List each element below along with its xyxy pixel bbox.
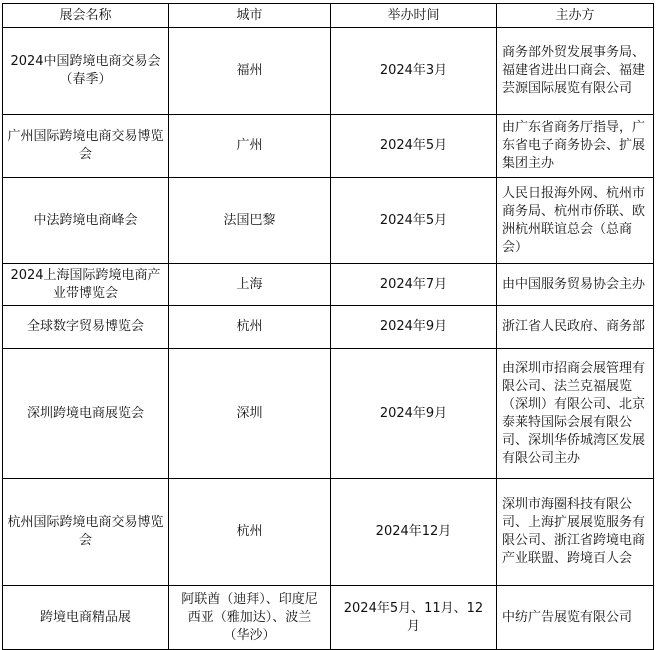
exhibition-name: 跨境电商精品展 (3, 586, 169, 650)
table-row (3, 479, 654, 586)
organizer: 中纺广告展览有限公司 (497, 586, 654, 650)
exhibition-name: 深圳跨境电商展览会 (3, 349, 169, 479)
organizer: 由广东省商务厅指导，广东省电子商务协会、扩展集团主办 (497, 115, 654, 178)
organizer: 商务部外贸发展事务局、福建省进出口商会、福建芸源国际展览有限公司 (497, 28, 654, 115)
header-organizer: 主办方 (497, 4, 654, 28)
time: 2024年5月 (331, 178, 497, 264)
table-row (3, 306, 654, 349)
city: 广州 (169, 115, 331, 178)
city: 杭州 (169, 479, 331, 586)
time: 2024年5月 (331, 115, 497, 178)
organizer: 浙江省人民政府、商务部 (497, 306, 654, 349)
organizer: 人民日报海外网、杭州市商务局、杭州市侨联、欧洲杭州联谊总会（总商会） (497, 178, 654, 264)
exhibition-name: 2024中国跨境电商交易会（春季） (3, 28, 169, 115)
exhibition-name: 广州国际跨境电商交易博览会 (3, 115, 169, 178)
exhibition-name: 2024上海国际跨境电商产业带博览会 (3, 264, 169, 306)
table-row (3, 115, 654, 178)
city: 福州 (169, 28, 331, 115)
city: 上海 (169, 264, 331, 306)
table-row (3, 586, 654, 650)
time: 2024年3月 (331, 28, 497, 115)
header-exhibition-name: 展会名称 (3, 4, 169, 28)
time: 2024年12月 (331, 479, 497, 586)
header-city: 城市 (169, 4, 331, 28)
table-row (3, 264, 654, 306)
time: 2024年5月、11月、12月 (331, 586, 497, 650)
time: 2024年9月 (331, 349, 497, 479)
table-row (3, 349, 654, 479)
exhibition-name: 全球数字贸易博览会 (3, 306, 169, 349)
time: 2024年7月 (331, 264, 497, 306)
table-header-row (3, 4, 654, 28)
city: 深圳 (169, 349, 331, 479)
city: 杭州 (169, 306, 331, 349)
city: 阿联酋（迪拜）、印度尼西亚（雅加达）、波兰（华沙） (169, 586, 331, 650)
organizer: 深圳市海圈科技有限公司、上海扩展展览服务有限公司、浙江省跨境电商产业联盟、跨境百人会 (497, 479, 654, 586)
header-time: 举办时间 (331, 4, 497, 28)
table-row (3, 178, 654, 264)
exhibition-name: 中法跨境电商峰会 (3, 178, 169, 264)
time: 2024年9月 (331, 306, 497, 349)
organizer: 由深圳市招商会展管理有限公司、法兰克福展览（深圳）有限公司、北京泰莱特国际会展有限公司、深圳华侨城湾区发展有限公司主办 (497, 349, 654, 479)
table-row (3, 28, 654, 115)
organizer: 由中国服务贸易协会主办 (497, 264, 654, 306)
exhibition-name: 杭州国际跨境电商交易博览会 (3, 479, 169, 586)
city: 法国巴黎 (169, 178, 331, 264)
exhibition-table (2, 3, 654, 650)
